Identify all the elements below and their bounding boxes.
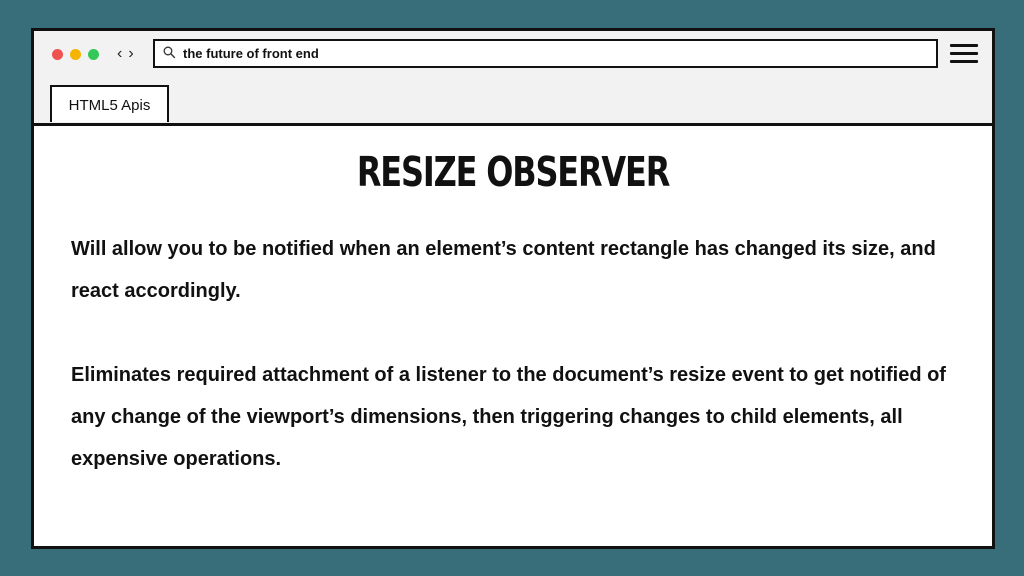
forward-arrow-icon[interactable]: › [128, 45, 134, 62]
paragraph-resize-notification: Will allow you to be notified when an element’s content rectangle has changed its size, and react accordingly. [71, 238, 936, 302]
page-content [34, 126, 992, 546]
navigation-buttons [117, 44, 134, 64]
address-input[interactable] [183, 44, 923, 63]
address-bar[interactable] [153, 39, 938, 68]
hamburger-menu-icon[interactable] [950, 44, 978, 68]
close-window-button[interactable] [52, 49, 63, 60]
search-icon [163, 46, 176, 59]
slide-title: RESIZE OBSERVER [356, 148, 670, 196]
browser-window [31, 28, 995, 549]
back-arrow-icon[interactable]: ‹ [117, 45, 123, 62]
maximize-window-button[interactable] [88, 49, 99, 60]
window-controls [52, 49, 99, 60]
minimize-window-button[interactable] [70, 49, 81, 60]
paragraph-eliminates-listener: Eliminates required attachment of a listener to the document’s resize event to get notified of any change of the viewport’s dimensions, then triggering changes to child elements, all expensive operations. [71, 364, 946, 470]
browser-toolbar [34, 31, 992, 126]
tab-html5-apis[interactable]: HTML5 Apis [50, 85, 169, 122]
